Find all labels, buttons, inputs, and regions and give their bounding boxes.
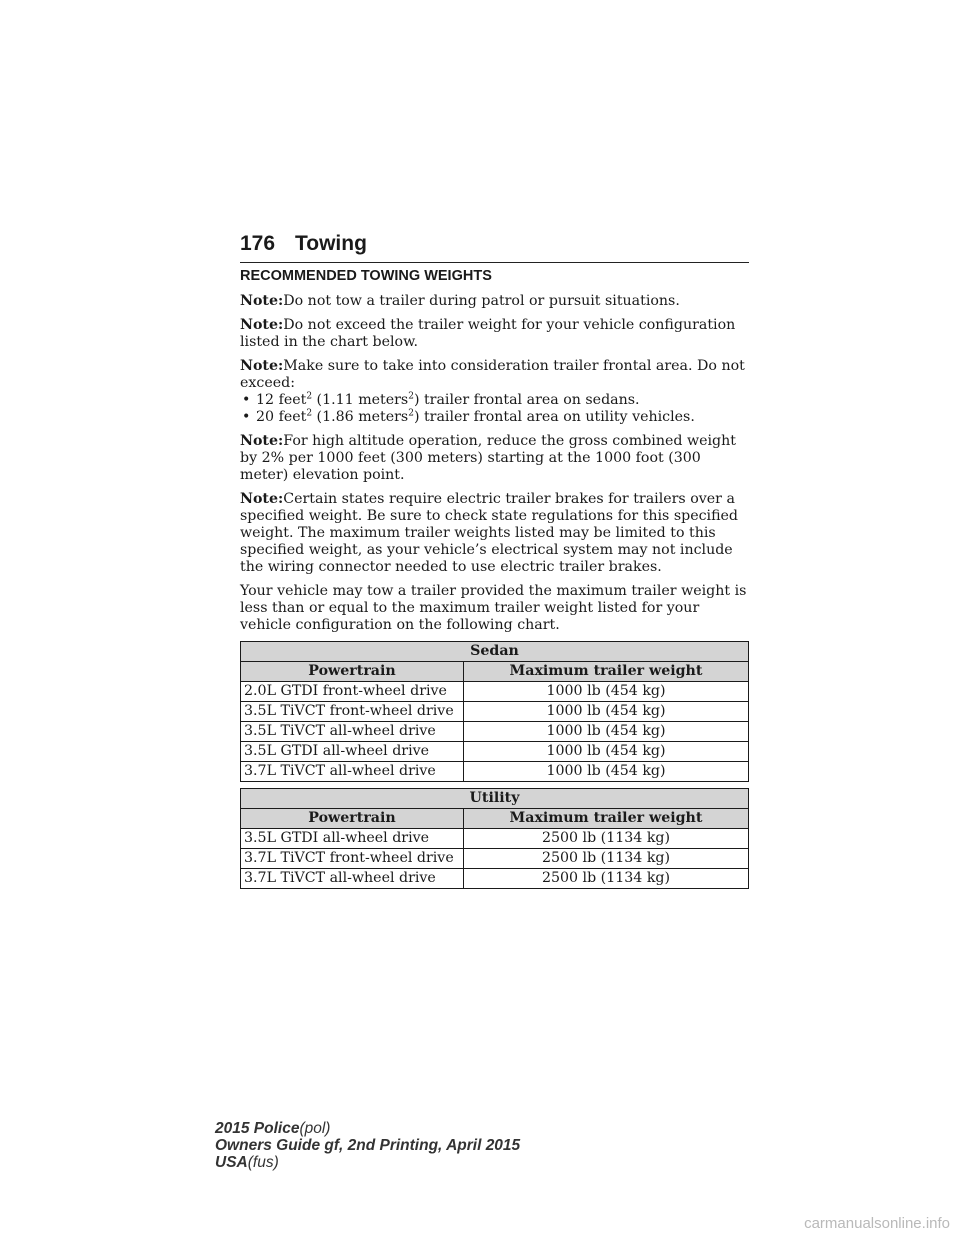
note-text: For high altitude operation, reduce the gross combined weight by 2% per 1000 feet (300 meters) starting at the 1000 foot (300 meter) elevation point. [240,433,736,483]
note-text: Do not exceed the trailer weight for your vehicle configuration listed in the chart below. [240,317,736,350]
watermark: carmanualsonline.info [804,1215,950,1232]
page-header [240,232,749,263]
note-1 [240,293,749,310]
note-2 [240,317,749,351]
note-text: Do not tow a trailer during patrol or pursuit situations. [283,293,680,309]
table-title: Sedan [241,642,749,662]
frontal-area-list [240,392,749,426]
page-number: 176 [240,232,276,255]
sedan-table [240,641,749,782]
table-row: 3.5L GTDI all-wheel drive 2500 lb (1134 kg) [241,829,749,849]
table-row: 3.7L TiVCT all-wheel drive 2500 lb (1134 kg) [241,869,749,889]
table-row: 3.5L TiVCT front-wheel drive 1000 lb (454 kg) [241,702,749,722]
chapter-title: Towing [295,232,367,255]
table-row: 3.7L TiVCT all-wheel drive 1000 lb (454 kg) [241,762,749,782]
section-title: RECOMMENDED TOWING WEIGHTS [240,268,492,284]
list-item: • 20 feet$^2$ (1.86 meters$^2$) trailer frontal area on utility vehicles. [240,409,749,426]
utility-table [240,788,749,889]
column-header: Powertrain [241,662,464,682]
note-label: Note: [240,491,284,507]
table-row: 2.0L GTDI front-wheel drive 1000 lb (454 kg) [241,682,749,702]
note-label: Note: [240,433,284,449]
table-title: Utility [241,789,749,809]
table-row: 3.5L GTDI all-wheel drive 1000 lb (454 kg) [241,742,749,762]
list-item: • 12 feet$^2$ (1.11 meters$^2$) trailer frontal area on sedans. [240,392,749,409]
note-text: Make sure to take into consideration trailer frontal area. Do not exceed: [240,358,745,391]
note-4 [240,433,749,484]
column-header: Powertrain [241,809,464,829]
note-5 [240,491,749,576]
note-label: Note: [240,358,284,374]
intro-paragraph: Your vehicle may tow a trailer provided the maximum trailer weight is less than or equal to the maximum trailer weight listed for your vehicle configuration on the following chart. [240,583,747,633]
table-row: 3.5L TiVCT all-wheel drive 1000 lb (454 kg) [241,722,749,742]
note-label: Note: [240,317,284,333]
document-footer: 2015 Police(pol) Owners Guide gf, 2nd Printing, April 2015 USA(fus) [215,1120,521,1171]
page-content [240,268,749,895]
note-3 [240,358,749,392]
table-row: 3.7L TiVCT front-wheel drive 2500 lb (1134 kg) [241,849,749,869]
column-header: Maximum trailer weight [464,662,749,682]
note-text: Certain states require electric trailer brakes for trailers over a specified weight. Be sure to check state regulations for this specified weight. The maximum trailer weights listed may be limited to this specified weight, as your vehicle’s electrical system may not include the wiring connector needed to use electric trailer brakes. [240,491,739,575]
column-header: Maximum trailer weight [464,809,749,829]
note-label: Note: [240,293,284,309]
